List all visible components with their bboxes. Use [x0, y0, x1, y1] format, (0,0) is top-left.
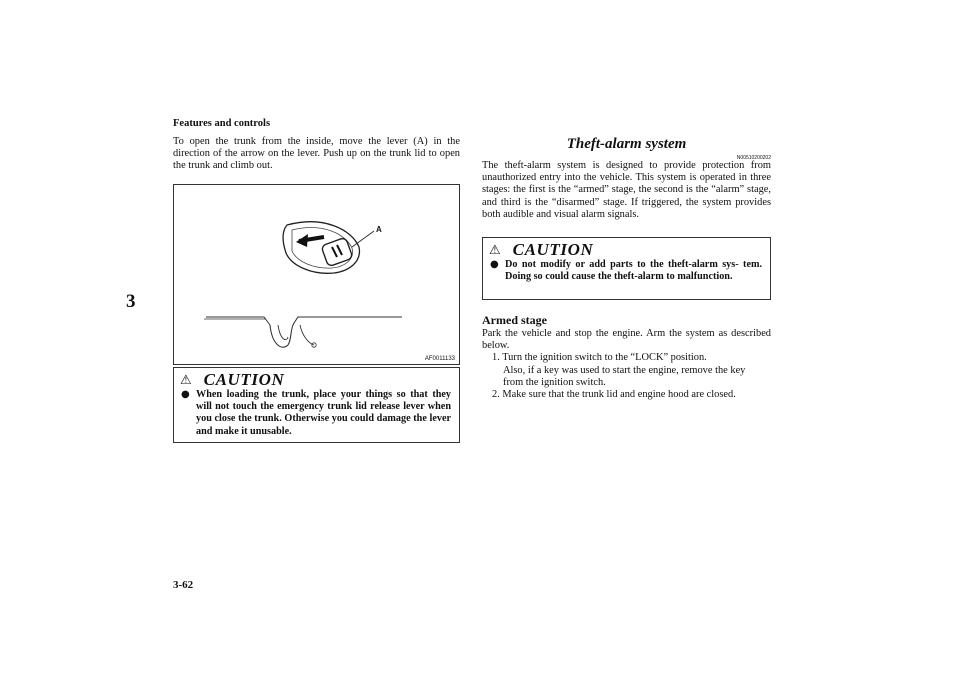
trunk-lever-illustration [174, 185, 459, 364]
armed-stage-section [482, 313, 771, 401]
left-column [173, 136, 460, 173]
theft-alarm-caution-box [482, 237, 771, 300]
armed-stage-heading: Armed stage [482, 313, 547, 327]
chapter-number: 3 [126, 291, 136, 312]
caution-title: CAUTION [203, 370, 285, 389]
caution-text: Do not modify or add parts to the theft-alarm sys- tem. Doing so could cause the theft-alarm to malfunction. [505, 259, 762, 283]
page-number: 3-62 [173, 579, 194, 591]
list-item: 1. Turn the ignition switch to the “LOCK” position. [492, 352, 707, 364]
caution-text: When loading the trunk, place your things so that they will not touch the emergency trunk lid release lever when you close the trunk. Otherwise you could damage the lever and make it unusable. [196, 389, 451, 437]
filled-circle-bullet-icon: ● [181, 389, 190, 400]
section-code: N00510200202 [736, 155, 771, 161]
warning-triangle-icon: ⚠ [180, 372, 192, 388]
section-title: Theft-alarm system [566, 136, 687, 152]
armed-stage-intro: Park the vehicle and stop the engine. Arm the system as described below. [482, 328, 771, 352]
section-heading-row [482, 136, 771, 160]
caution-title: CAUTION [512, 240, 594, 259]
caution-heading [489, 240, 593, 260]
caution-heading [180, 370, 284, 390]
lever-callout-label: A [376, 225, 382, 234]
theft-alarm-intro: The theft-alarm system is designed to provide protection from unauthorized entry into the vehicle. This system is operated in three stages: the first is the “armed” stage, the second is the “alarm” stage, and third is the “disarmed” stage. If triggered, the system provides both audible and visual alarm signals. [482, 160, 771, 220]
trunk-open-instructions: To open the trunk from the inside, move the lever (A) in the direction of the arrow on the lever. Push up on the trunk lid to open the trunk and climb out. [173, 136, 460, 172]
caution-item [490, 259, 762, 283]
trunk-caution-box [173, 367, 460, 443]
list-item: 2. Make sure that the trunk lid and engine hood are closed. [492, 389, 736, 401]
right-column [482, 136, 771, 221]
figure-code: AF0011133 [424, 356, 455, 362]
caution-item [181, 389, 451, 438]
list-item: from the ignition switch. [503, 376, 606, 388]
trunk-lever-figure [173, 184, 460, 365]
running-header: Features and controls [173, 118, 271, 129]
list-item: Also, if a key was used to start the engine, remove the key [503, 364, 746, 376]
filled-circle-bullet-icon: ● [490, 259, 499, 270]
warning-triangle-icon: ⚠ [489, 242, 501, 258]
